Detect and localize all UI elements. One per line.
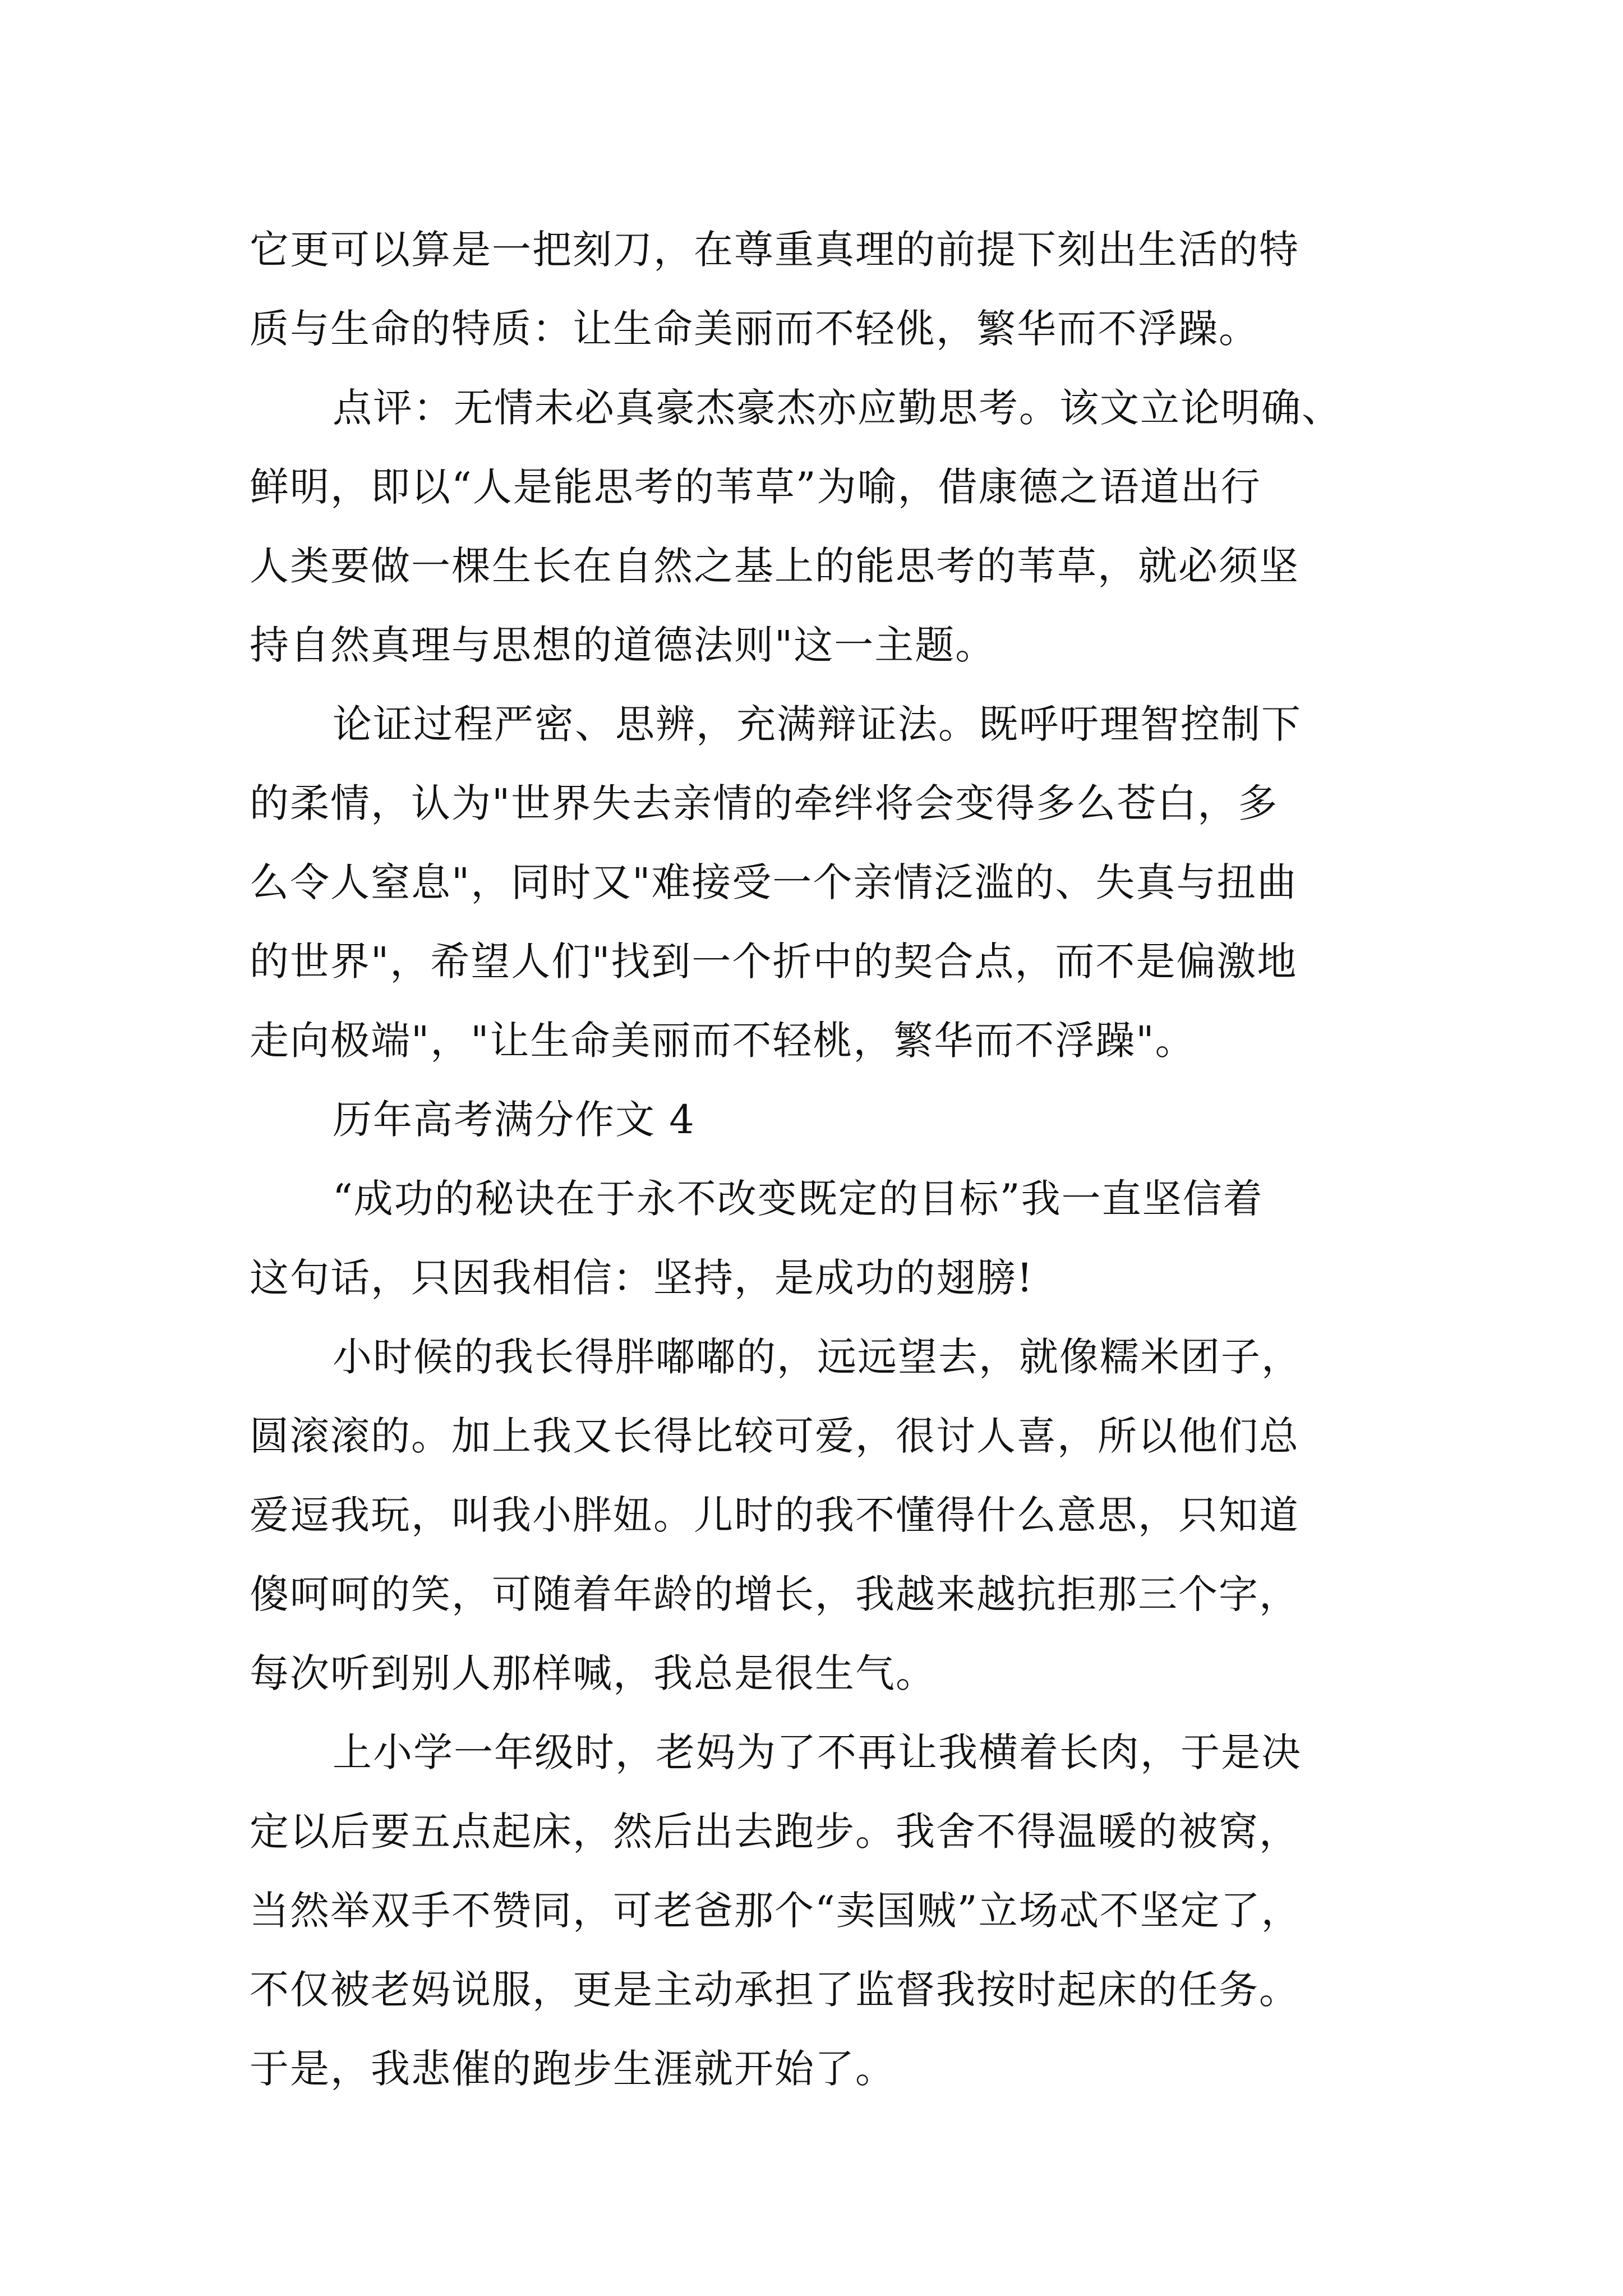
text-line: 的世界"，希望人们"找到一个折中的契合点，而不是偏激地 — [250, 938, 1298, 984]
text-line: 于是，我悲催的跑步生涯就开始了。 — [250, 2046, 896, 2092]
text-line: 人类要做一棵生长在自然之基上的能思考的苇草，就必须坚 — [250, 543, 1299, 589]
text-line: 不仅被老妈说服，更是主动承担了监督我按时起床的任务。 — [250, 1967, 1299, 2013]
text-line: 它更可以算是一把刻刀，在尊重真理的前提下刻出生活的特 — [250, 227, 1299, 273]
text-line: 论证过程严密、思辨，充满辩证法。既呼吁理智控制下 — [333, 701, 1302, 747]
text-line: 傻呵呵的笑，可随着年龄的增长，我越来越抗拒那三个字， — [250, 1571, 1299, 1617]
text-line: 持自然真理与思想的道德法则"这一主题。 — [250, 622, 996, 668]
text-line: 每次听到别人那样喊，我总是很生气。 — [250, 1650, 936, 1696]
text-line: “成功的秘诀在于永不改变既定的目标”我一直坚信着 — [333, 1176, 1264, 1222]
body-text — [250, 210, 1388, 2109]
text-line: 么令人窒息"，同时又"难接受一个亲情泛滥的、失真与扭曲 — [250, 859, 1298, 905]
text-line: 点评：无情未必真豪杰豪杰亦应勤思考。该文立论明确、 — [333, 385, 1342, 431]
text-line: 爱逗我玩，叫我小胖妞。儿时的我不懂得什么意思，只知道 — [250, 1492, 1299, 1538]
text-line: 的柔情，认为"世界失去亲情的牵绊将会变得多么苍白，多 — [250, 780, 1279, 826]
text-line: 质与生命的特质：让生命美丽而不轻佻，繁华而不浮躁。 — [250, 306, 1259, 352]
text-line: 小时候的我长得胖嘟嘟的，远远望去，就像糯米团子， — [333, 1334, 1302, 1380]
text-line: 走向极端"，"让生命美丽而不轻桃，繁华而不浮躁"。 — [250, 1018, 1196, 1064]
text-line: 定以后要五点起床，然后出去跑步。我舍不得温暖的被窝， — [250, 1809, 1299, 1855]
text-line: 当然举双手不赞同，可老爸那个“卖国贼”立场忒不坚定了， — [250, 1888, 1302, 1934]
text-line: 这句话，只因我相信：坚持，是成功的翅膀! — [250, 1255, 1034, 1301]
text-line: 上小学一年级时，老妈为了不再让我横着长肉，于是决 — [333, 1729, 1302, 1775]
text-line: 鲜明，即以“人是能思考的苇草”为喻，借康德之语道出行 — [250, 464, 1261, 510]
text-line: 圆滚滚的。加上我又长得比较可爱，很讨人喜，所以他们总 — [250, 1413, 1299, 1459]
section-heading: 历年高考满分作文 4 — [333, 1097, 695, 1143]
